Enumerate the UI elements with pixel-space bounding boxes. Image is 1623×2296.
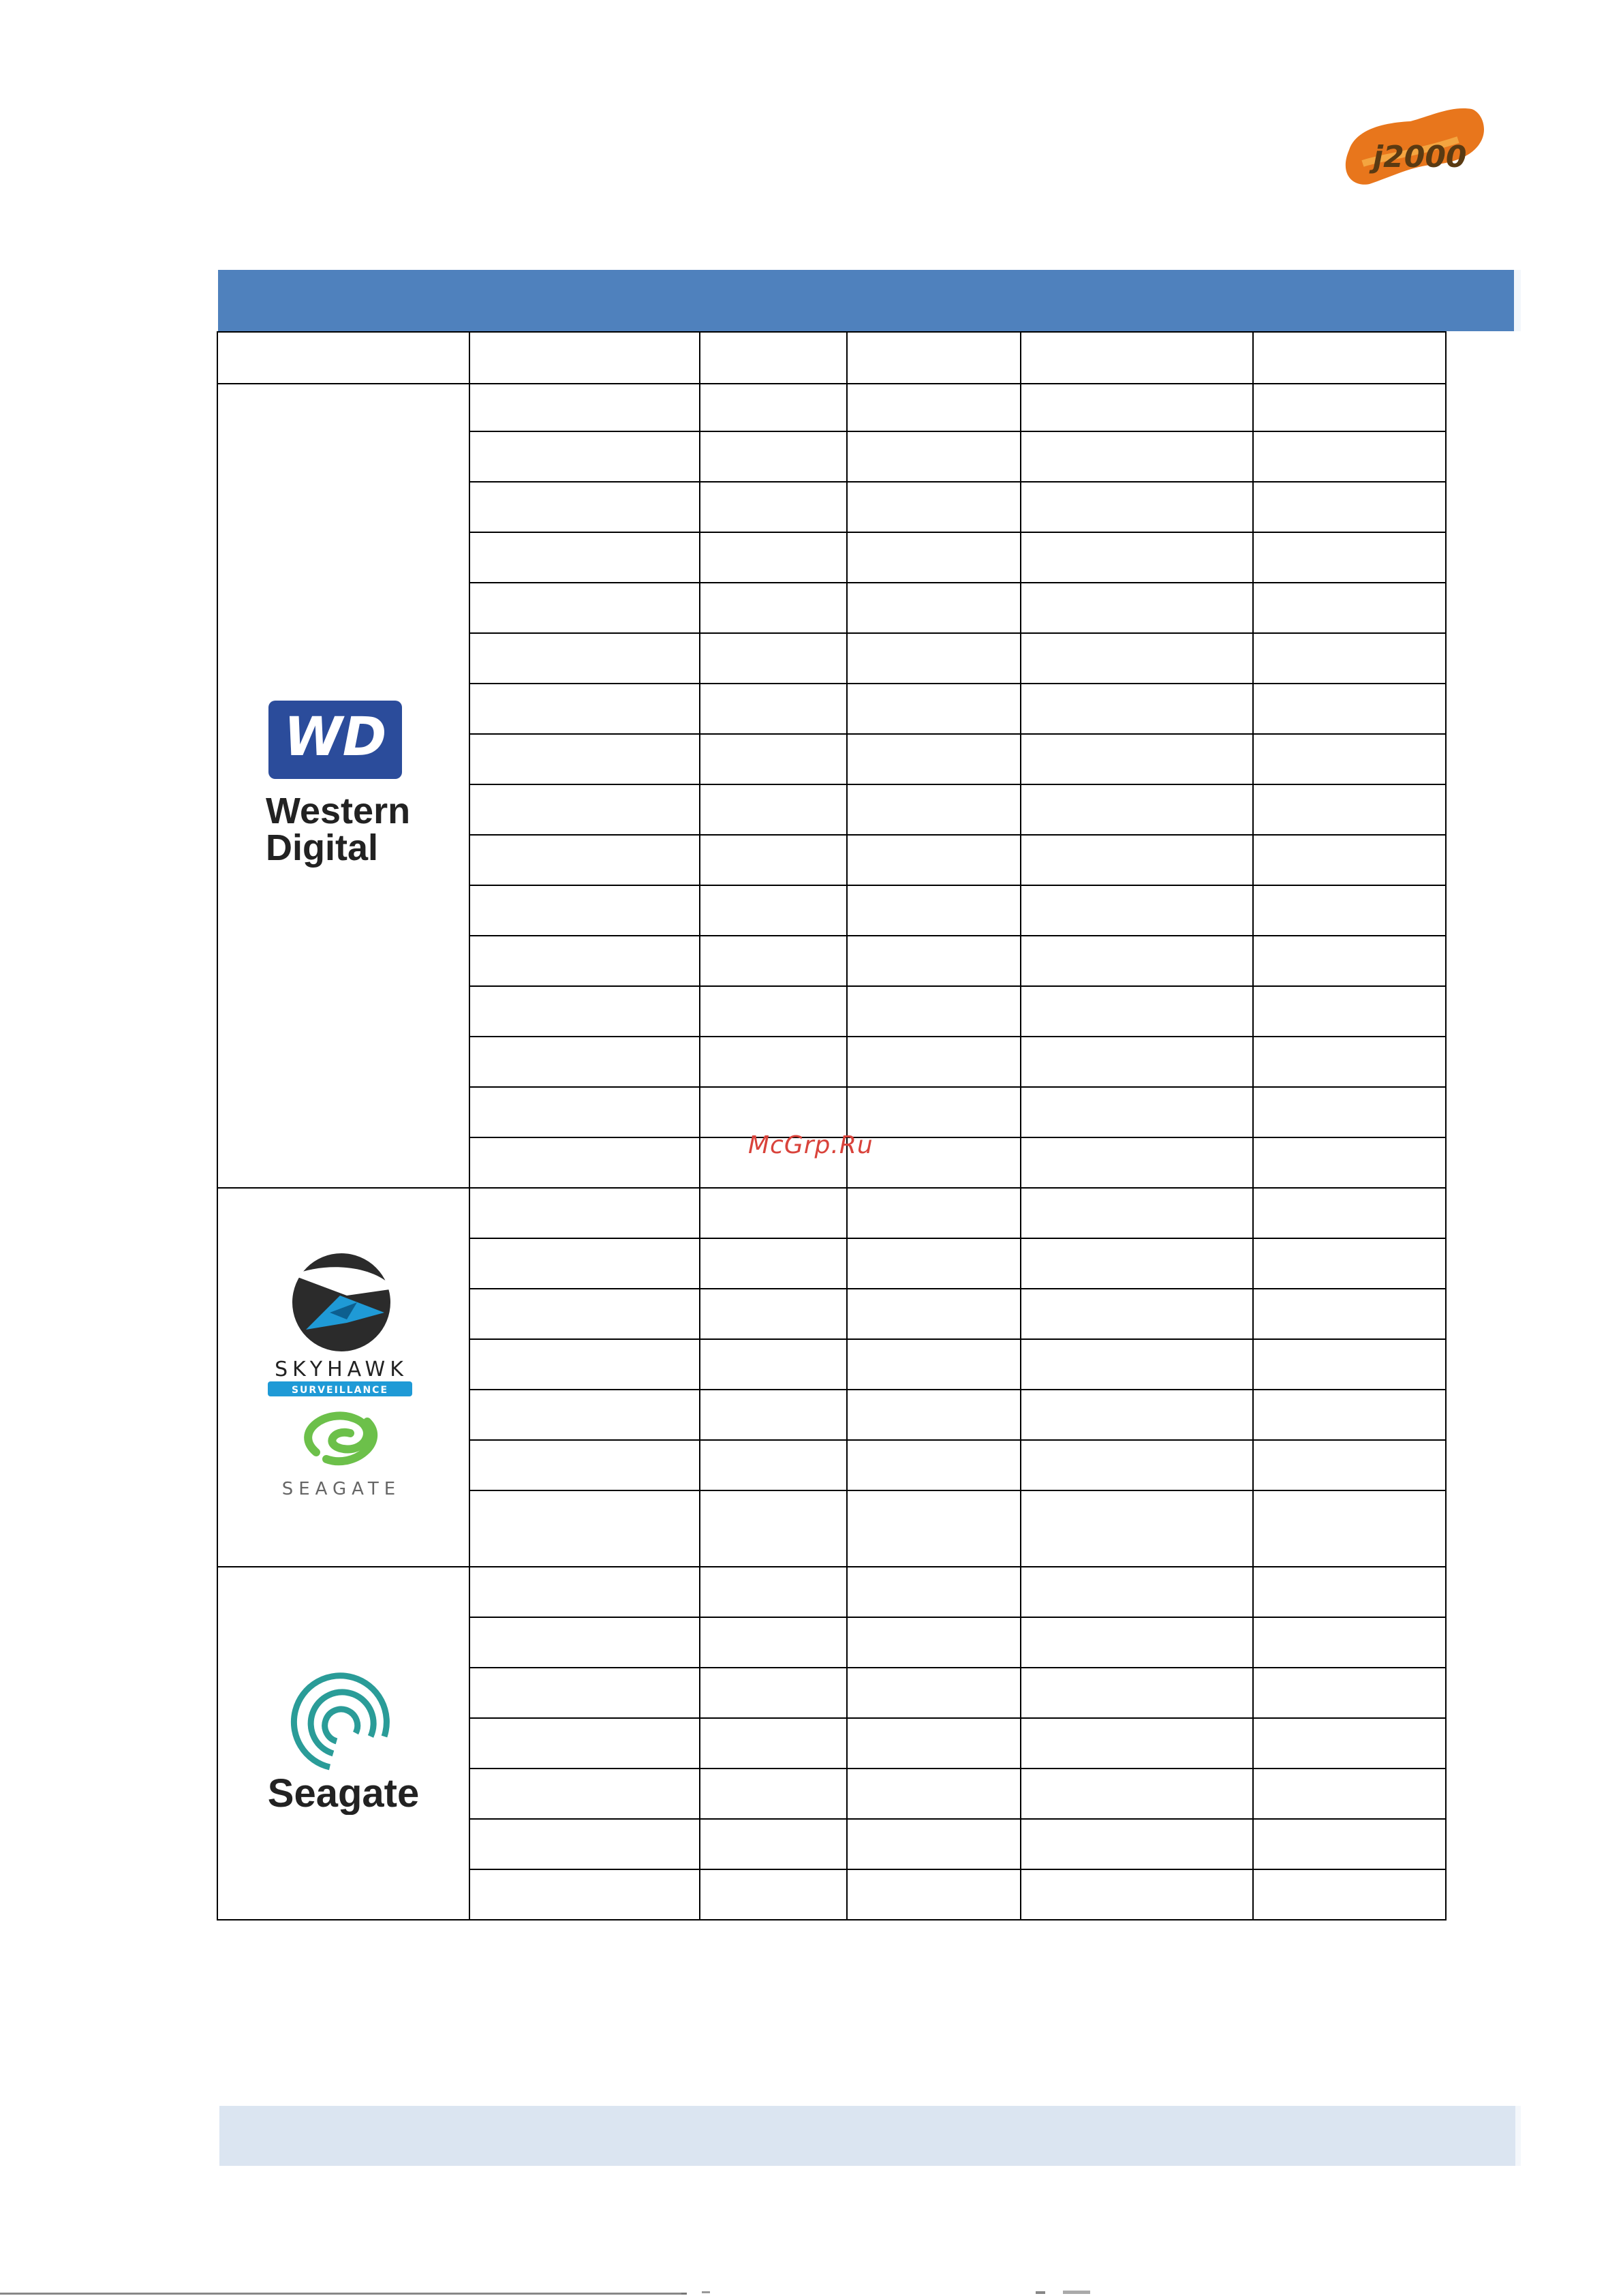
seagate-skyhawk-logo [265,1248,422,1507]
table-cell [847,583,1021,633]
table-header-cell [469,332,700,384]
table-cell [1253,1440,1446,1490]
table-cell [700,986,847,1037]
table-cell [469,532,700,583]
table-cell [1021,986,1253,1037]
table-cell [1253,532,1446,583]
wd-mark-text: WD [283,707,387,768]
table-cell [469,1289,700,1339]
table-cell [700,684,847,734]
table-cell [1253,936,1446,986]
table-cell [700,1238,847,1289]
table-cell [700,1490,847,1567]
table-cell [847,431,1021,482]
table-cell [1021,1037,1253,1087]
table-cell [700,1289,847,1339]
table-cell [847,1440,1021,1490]
table-cell [700,1390,847,1440]
table-cell [1253,1567,1446,1617]
table-cell [700,835,847,885]
table-cell [700,1087,847,1137]
table-cell [1253,384,1446,431]
table-cell [1021,1769,1253,1819]
table-cell [469,1390,700,1440]
brand-cell-seagate-skyhawk [217,1188,469,1567]
table-cell [847,1490,1021,1567]
table-cell [1021,1869,1253,1920]
table-cell [847,936,1021,986]
skyhawk-surveillance-label: SURVEILLANCE [291,1385,389,1396]
table-cell [1253,1718,1446,1769]
table-cell [469,633,700,684]
table-cell [700,482,847,532]
seagate-logo [255,1672,432,1815]
table-cell [1253,1238,1446,1289]
table-cell [700,431,847,482]
skyhawk-wordmark: SKYHAWK [275,1358,408,1381]
table-cell [847,684,1021,734]
table-cell [847,633,1021,684]
table-cell [1253,986,1446,1037]
table-cell [1021,835,1253,885]
table-cell [847,986,1021,1037]
table-cell [700,633,847,684]
table-cell [847,384,1021,431]
table-cell [1253,1188,1446,1238]
table-cell [469,1037,700,1087]
table-cell [847,1769,1021,1819]
table-cell [1253,482,1446,532]
table-cell [700,1440,847,1490]
table-cell [700,1617,847,1668]
table-cell [1021,1819,1253,1869]
table-cell [1021,885,1253,936]
table-cell [847,784,1021,835]
table-header-cell [1021,332,1253,384]
table-cell [469,986,700,1037]
table-cell [469,1567,700,1617]
table-cell [700,532,847,583]
seagate-rings-icon [294,1676,386,1767]
table-cell [1253,1137,1446,1188]
wd-wordmark-line1: Western [266,791,411,831]
table-cell [700,384,847,431]
table-cell [847,835,1021,885]
skyhawk-emblem-icon [292,1253,395,1351]
table-cell [1021,1339,1253,1390]
table-cell [1021,936,1253,986]
table-cell [469,1188,700,1238]
table-cell [1021,1617,1253,1668]
table-cell [847,1087,1021,1137]
hdd-compatibility-table [217,331,1447,1920]
table-cell [1253,1617,1446,1668]
table-cell [700,1769,847,1819]
table-cell [1021,482,1253,532]
table-cell [469,1668,700,1718]
table-header-cell [217,332,469,384]
table-cell [1253,583,1446,633]
table-cell [847,885,1021,936]
logo-j2000-text: j2000 [1373,140,1467,174]
table-cell [1021,384,1253,431]
table-cell [1253,1339,1446,1390]
table-cell [847,1819,1021,1869]
table-cell [1253,1390,1446,1440]
table-cell [1021,1137,1253,1188]
table-cell [700,583,847,633]
seagate-swirl-icon [308,1415,373,1461]
table-cell [469,1819,700,1869]
table-cell [469,1869,700,1920]
table-cell [700,1188,847,1238]
table-cell [469,583,700,633]
table-cell [469,784,700,835]
table-cell [1021,1490,1253,1567]
table-cell [700,1718,847,1769]
table-header-cell [847,332,1021,384]
table-cell [1021,1188,1253,1238]
table-cell [1253,734,1446,784]
table-cell [1253,1769,1446,1819]
table-row [217,1188,1446,1238]
seagate-wordmark: Seagate [267,1771,420,1815]
table-cell [469,734,700,784]
table-cell [469,1339,700,1390]
seagate-small-wordmark: SEAGATE [281,1479,401,1499]
table-cell [1253,684,1446,734]
table-cell [847,1567,1021,1617]
table-cell [700,784,847,835]
table-cell [1021,1087,1253,1137]
table-cell [1021,1567,1253,1617]
watermark: McGrp.Ru [748,1131,874,1159]
table-header-cell [1253,332,1446,384]
table-cell [1021,1390,1253,1440]
table-cell [1253,1037,1446,1087]
table-cell [1021,583,1253,633]
table-row [217,384,1446,431]
table-cell [700,1567,847,1617]
table-cell [469,1137,700,1188]
table-cell [700,1819,847,1869]
brand-cell-seagate [217,1567,469,1920]
table-header-cell [700,332,847,384]
table-cell [700,1339,847,1390]
table-cell [469,1769,700,1819]
wd-wordmark-line2: Digital [266,827,379,868]
table-cell [847,1188,1021,1238]
table-cell [847,1289,1021,1339]
table-cell [469,1440,700,1490]
table-cell [847,1037,1021,1087]
table-cell [847,1718,1021,1769]
table-cell [469,1617,700,1668]
table-cell [1253,1087,1446,1137]
table-cell [847,1668,1021,1718]
table-cell [1253,1668,1446,1718]
table-cell [700,936,847,986]
table-cell [1021,1289,1253,1339]
table-cell [847,1617,1021,1668]
table-cell [1253,1869,1446,1920]
table-cell [469,482,700,532]
table-row [217,1567,1446,1617]
table-cell [700,1037,847,1087]
table-cell [700,1668,847,1718]
j2000-logo [1335,102,1492,198]
table-cell [1021,1440,1253,1490]
table-cell [1253,784,1446,835]
table-cell [1021,1718,1253,1769]
table-cell [847,1390,1021,1440]
page-bottom-marks [681,2290,1158,2296]
table-cell [847,1339,1021,1390]
table-cell [1253,633,1446,684]
table-cell [1021,1668,1253,1718]
page-bottom-rule [0,2293,681,2295]
brand-cell-western-digital [217,384,469,1188]
western-digital-logo [262,701,425,871]
table-header-row [217,332,1446,384]
table-cell [700,885,847,936]
table-cell [469,684,700,734]
table-cell [847,734,1021,784]
table-cell [847,1238,1021,1289]
table-cell [469,1238,700,1289]
table-cell [469,1490,700,1567]
table-cell [1253,885,1446,936]
table-cell [1021,431,1253,482]
table-cell [1021,633,1253,684]
table-cell [847,532,1021,583]
table-cell [469,431,700,482]
table-cell [847,482,1021,532]
table-cell [1021,1238,1253,1289]
section-header-band [218,270,1521,331]
table-cell [1253,1819,1446,1869]
table-cell [469,835,700,885]
table-cell [469,885,700,936]
table-cell [469,1087,700,1137]
table-cell [1253,1490,1446,1567]
table-cell [847,1869,1021,1920]
table-cell [1253,835,1446,885]
table-cell [1021,684,1253,734]
table-cell [700,734,847,784]
table-cell [1021,734,1253,784]
footer-band [219,2106,1521,2166]
table-cell [1021,784,1253,835]
table-cell [700,1869,847,1920]
table-cell [469,1718,700,1769]
table-cell [469,936,700,986]
table-cell [1253,1289,1446,1339]
table-cell [1021,532,1253,583]
table-cell [469,384,700,431]
table-cell [1253,431,1446,482]
